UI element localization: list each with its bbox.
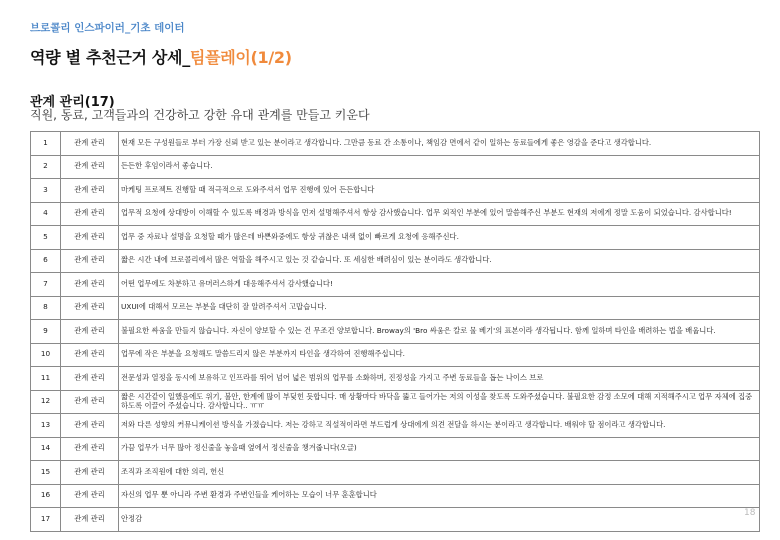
row-category: 관계 관리 [61, 461, 119, 485]
table-row [31, 202, 760, 226]
table-row [31, 320, 760, 344]
table-row [31, 390, 760, 414]
row-text: 어떤 업무에도 차분하고 유머러스하게 대응해주셔서 감사했습니다! [119, 273, 760, 297]
row-text: 짧은 시간같이 일했음에도 위기, 불안, 한계에 많이 부딪힌 듯합니다. 매 상황마다 바닥을 뚫고 들어가는 저의 이성을 찾도록 도와주셨습니다. 불필요한 감정 소모에 대해 지적해주시고 업무 자체에 집중하도록 이끌어 주셨습니다. 감사합니다.. ㅠㅠ [119, 390, 760, 414]
row-number: 3 [31, 179, 61, 203]
row-category: 관계 관리 [61, 132, 119, 156]
row-text: 업무에 작은 부분을 요청해도 말씀드리지 않은 부분까지 타인을 생각하여 진행해주십니다. [119, 343, 760, 367]
row-number: 7 [31, 273, 61, 297]
row-number: 12 [31, 390, 61, 414]
row-number: 10 [31, 343, 61, 367]
page-title-accent: 팀플레이(1/2) [189, 48, 292, 67]
table-row [31, 296, 760, 320]
row-category: 관계 관리 [61, 414, 119, 438]
row-number: 15 [31, 461, 61, 485]
section-subtitle: 직원, 동료, 고객들과의 건강하고 강한 유대 관계를 만들고 키운다 [30, 108, 370, 122]
table-row [31, 461, 760, 485]
row-number: 17 [31, 508, 61, 532]
row-category: 관계 관리 [61, 508, 119, 532]
table-row [31, 226, 760, 250]
row-number: 11 [31, 367, 61, 391]
row-number: 2 [31, 155, 61, 179]
row-text: 가끔 업무가 너무 많아 정신줄을 놓을때 옆에서 정신줄을 챙겨줍니다(오글) [119, 437, 760, 461]
row-number: 14 [31, 437, 61, 461]
row-category: 관계 관리 [61, 367, 119, 391]
row-category: 관계 관리 [61, 249, 119, 273]
row-text: 조직과 조직원에 대한 의리, 헌신 [119, 461, 760, 485]
row-text: 자신의 업무 뿐 아니라 주변 환경과 주변인들을 케어하는 모습이 너무 훈훈합니다 [119, 484, 760, 508]
row-number: 1 [31, 132, 61, 156]
row-number: 16 [31, 484, 61, 508]
table-row [31, 414, 760, 438]
row-text: 저와 다른 성향의 커뮤니케이션 방식을 가졌습니다. 저는 강하고 직설적이라면 부드럽게 상대에게 의견 전달을 하시는 분이라고 생각합니다. 배워야 할 점이라고 생각합니다. [119, 414, 760, 438]
row-category: 관계 관리 [61, 155, 119, 179]
row-text: 안정감 [119, 508, 760, 532]
row-text: 현재 모든 구성원들로 부터 가장 신뢰 받고 있는 분이라고 생각합니다. 그만큼 동료 간 소통이나, 책임감 면에서 같이 일하는 동료들에게 좋은 영감을 준다고 생각합니다. [119, 132, 760, 156]
table-row [31, 155, 760, 179]
table-row [31, 508, 760, 532]
row-category: 관계 관리 [61, 202, 119, 226]
row-text: 든든한 후임이라서 좋습니다. [119, 155, 760, 179]
table-row [31, 273, 760, 297]
table-row [31, 437, 760, 461]
row-number: 13 [31, 414, 61, 438]
section-title: 관계 관리(17) [30, 95, 115, 110]
row-text: 짧은 시간 내에 브로콜리에서 많은 역할을 해주시고 있는 것 같습니다. 또 세심한 배려심이 있는 분이라도 생각합니다. [119, 249, 760, 273]
row-text: 불필요한 싸움을 만들지 않습니다. 자신이 양보할 수 있는 건 무조건 양보합니다. Broway의 'Bro 싸움은 칼로 물 베기'의 표본이라 생각됩니다. 함께 일하며 타인을 배려하는 법을 배웁니다. [119, 320, 760, 344]
page-title [30, 45, 292, 68]
row-text: 업무적 요청에 상대방이 이해할 수 있도록 배경과 방식을 먼저 설명해주셔서 항상 감사했습니다. 업무 외적인 부분에 있어 말씀해주신 부분도 현재의 저에게 정말 도움이 되었습니다. 감사합니다! [119, 202, 760, 226]
row-number: 5 [31, 226, 61, 250]
row-category: 관계 관리 [61, 273, 119, 297]
row-category: 관계 관리 [61, 343, 119, 367]
reason-table-body [31, 132, 760, 532]
page-number: 18 [744, 508, 756, 518]
row-number: 8 [31, 296, 61, 320]
table-row [31, 367, 760, 391]
row-number: 6 [31, 249, 61, 273]
table-row [31, 132, 760, 156]
row-number: 9 [31, 320, 61, 344]
row-category: 관계 관리 [61, 320, 119, 344]
row-number: 4 [31, 202, 61, 226]
row-category: 관계 관리 [61, 179, 119, 203]
table-row [31, 179, 760, 203]
row-category: 관계 관리 [61, 484, 119, 508]
row-text: 업무 중 자료나 설명을 요청할 때가 많은데 바쁜와중에도 항상 귀찮은 내색 없이 빠르게 요청에 응해주신다. [119, 226, 760, 250]
row-category: 관계 관리 [61, 390, 119, 414]
row-category: 관계 관리 [61, 296, 119, 320]
table-row [31, 343, 760, 367]
row-text: 전문성과 열정을 동시에 보유하고 인프라를 뛰어 넘어 넓은 범위의 업무를 소화하며, 진정성을 가지고 주변 동료들을 돕는 나이스 브로 [119, 367, 760, 391]
top-label: 브로콜리 인스파이러_기초 데이터 [30, 22, 185, 34]
row-text: 마케팅 프로젝트 진행할 때 적극적으로 도와주셔서 업무 진행에 있어 든든합니다 [119, 179, 760, 203]
row-category: 관계 관리 [61, 226, 119, 250]
table-row [31, 484, 760, 508]
row-text: UXUI에 대해서 모르는 부분을 대단히 잘 알려주셔서 고맙습니다. [119, 296, 760, 320]
page-title-main: 역량 별 추천근거 상세_ [30, 48, 190, 67]
row-category: 관계 관리 [61, 437, 119, 461]
table-row [31, 249, 760, 273]
reason-table [30, 131, 760, 532]
